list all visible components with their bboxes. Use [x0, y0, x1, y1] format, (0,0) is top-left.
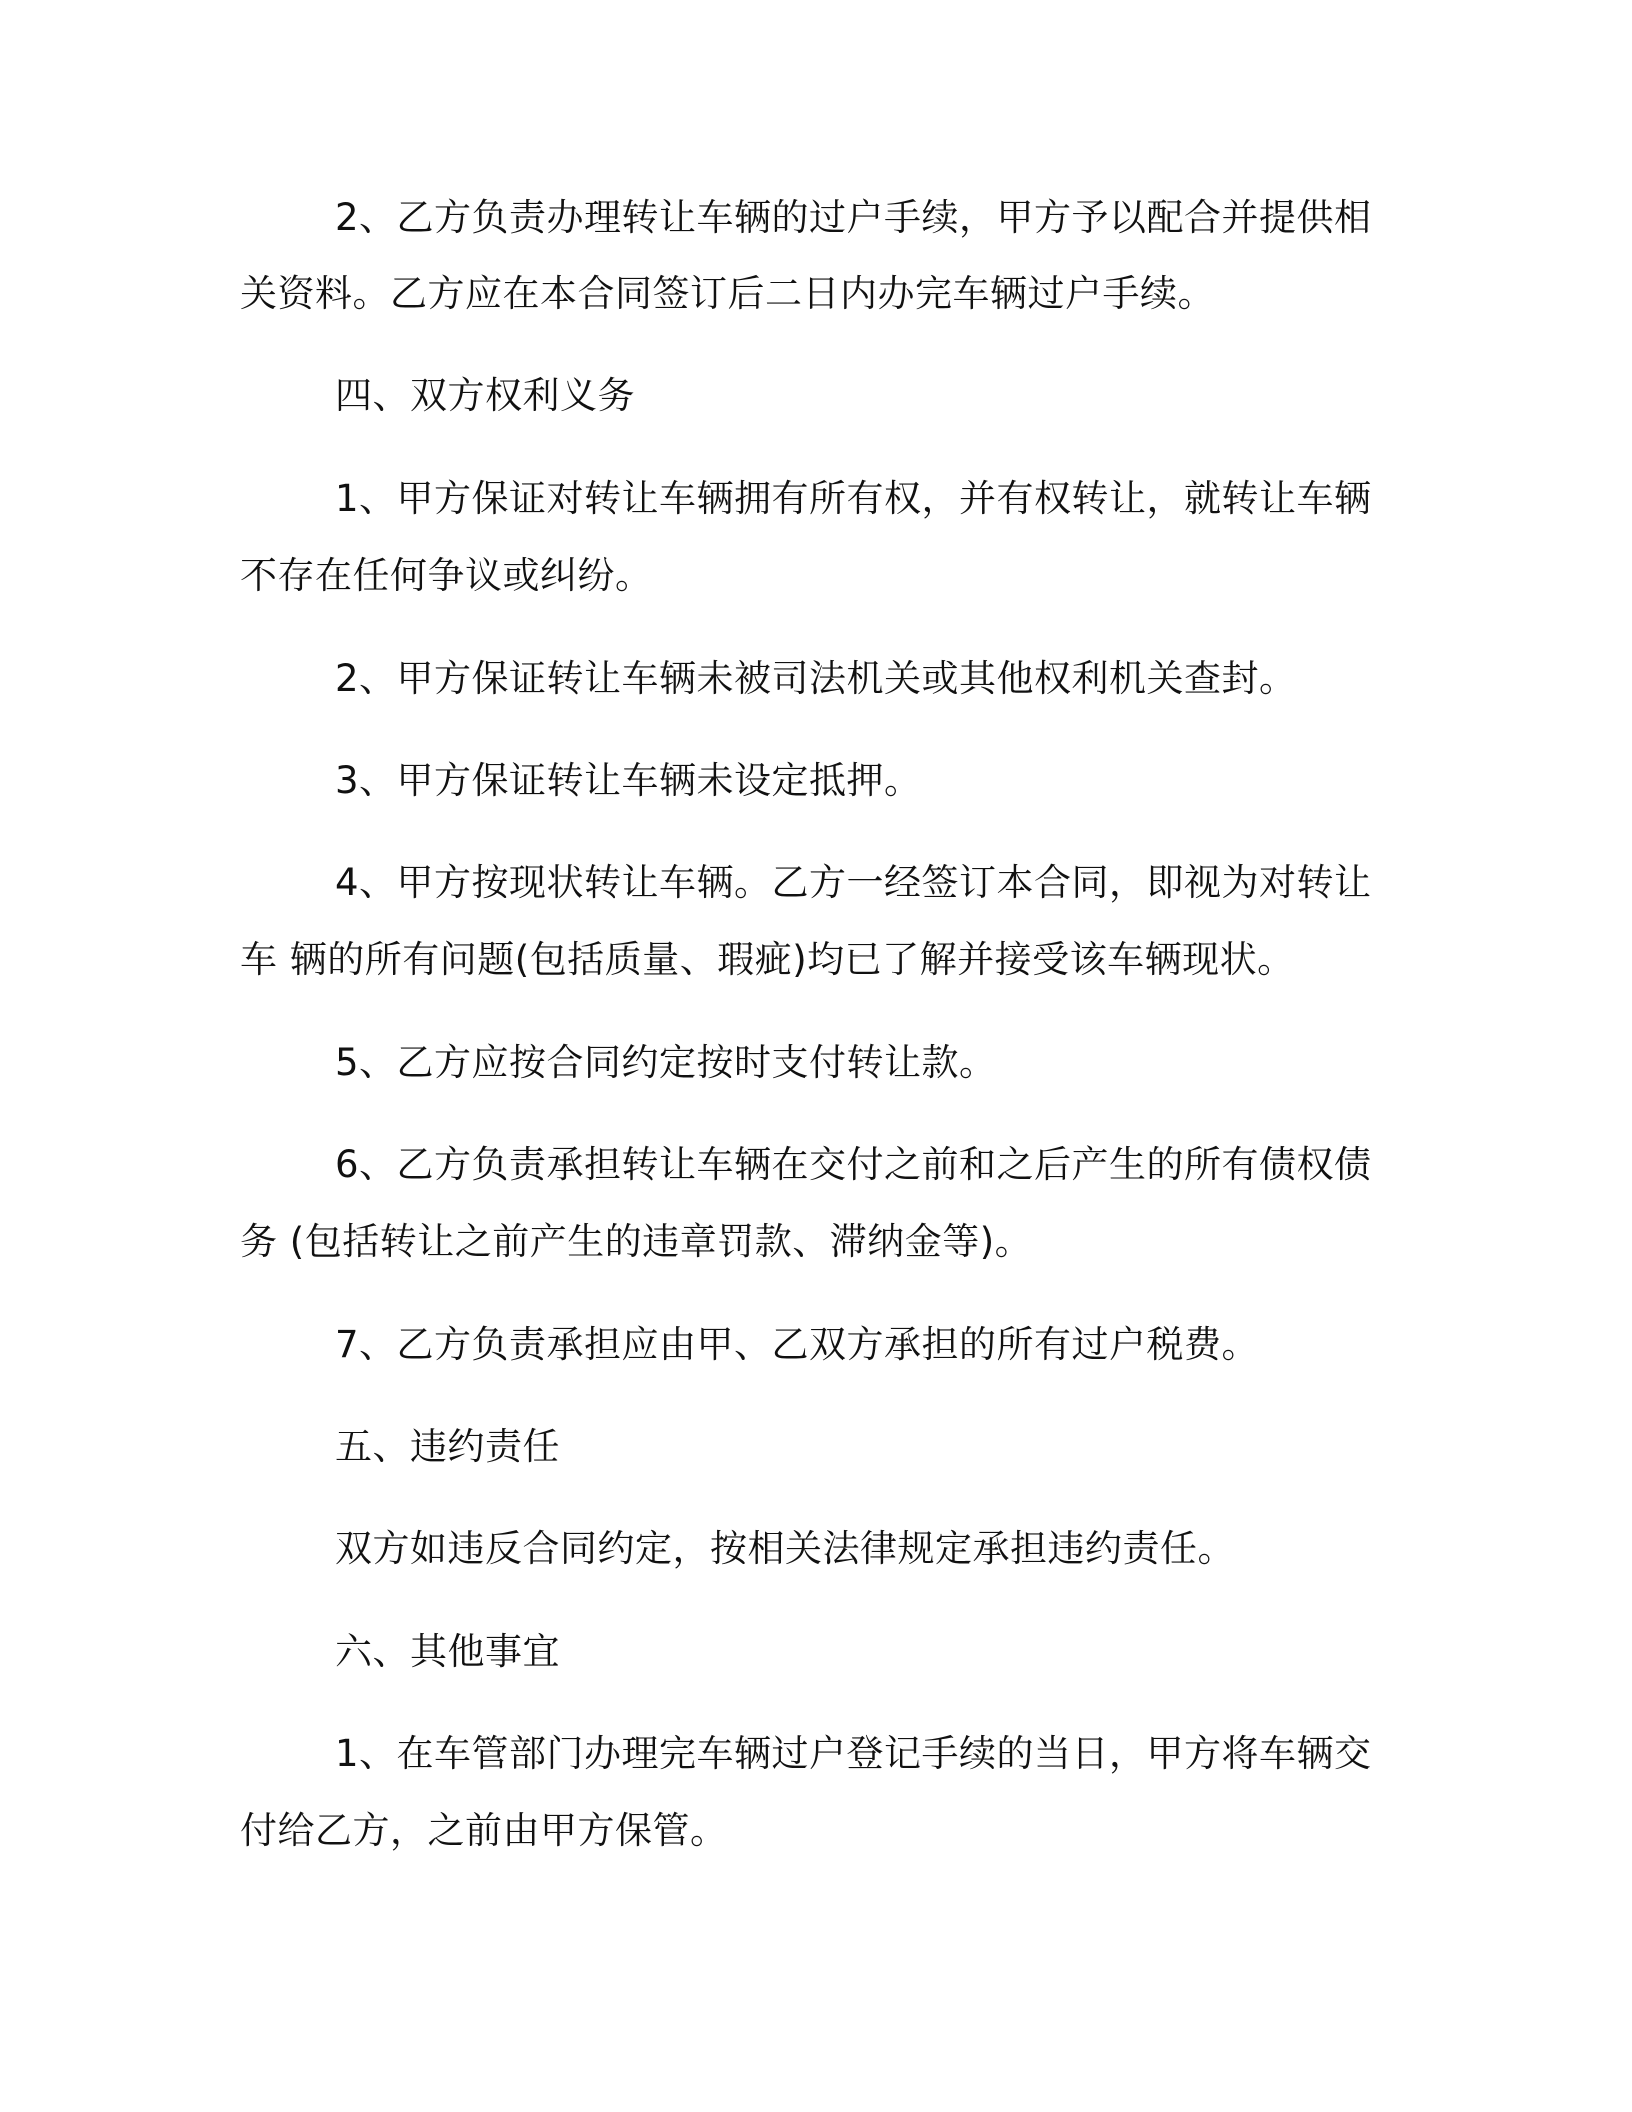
- clause-3-2-line-1: 2、乙方负责办理转让车辆的过户手续，甲方予以配合并提供相: [335, 196, 1372, 239]
- clause-4-3: 3、甲方保证转让车辆未设定抵押。: [335, 759, 922, 802]
- clause-4-5: 5、乙方应按合同约定按时支付转让款。: [335, 1041, 997, 1084]
- clause-4-4-line-1: 4、甲方按现状转让车辆。乙方一经签订本合同，即视为对转让: [335, 861, 1372, 904]
- clause-4-1-line-1: 1、甲方保证对转让车辆拥有所有权，并有权转让，就转让车辆: [335, 477, 1372, 520]
- clause-6-1-line-1: 1、在车管部门办理完车辆过户登记手续的当日，甲方将车辆交: [335, 1732, 1372, 1775]
- clause-4-6-line-1: 6、乙方负责承担转让车辆在交付之前和之后产生的所有债权债: [335, 1143, 1372, 1186]
- section-heading-rights-obligations: 四、双方权利义务: [335, 374, 635, 417]
- clause-4-7: 7、乙方负责承担应由甲、乙双方承担的所有过户税费。: [335, 1323, 1260, 1366]
- section-heading-liability: 五、违约责任: [335, 1425, 560, 1468]
- liability-text: 双方如违反合同约定，按相关法律规定承担违约责任。: [335, 1527, 1235, 1570]
- clause-4-1-line-2: 不存在任何争议或纠纷。: [240, 554, 653, 597]
- clause-4-2: 2、甲方保证转让车辆未被司法机关或其他权利机关查封。: [335, 657, 1297, 700]
- clause-4-4-line-2: 车 辆的所有问题(包括质量、瑕疵)均已了解并接受该车辆现状。: [240, 938, 1295, 981]
- section-heading-other-matters: 六、其他事宜: [335, 1630, 560, 1673]
- clause-6-1-line-2: 付给乙方，之前由甲方保管。: [240, 1809, 728, 1852]
- clause-4-6-line-2: 务 (包括转让之前产生的违章罚款、滞纳金等)。: [240, 1220, 1033, 1263]
- clause-3-2-line-2: 关资料。乙方应在本合同签订后二日内办完车辆过户手续。: [240, 272, 1215, 315]
